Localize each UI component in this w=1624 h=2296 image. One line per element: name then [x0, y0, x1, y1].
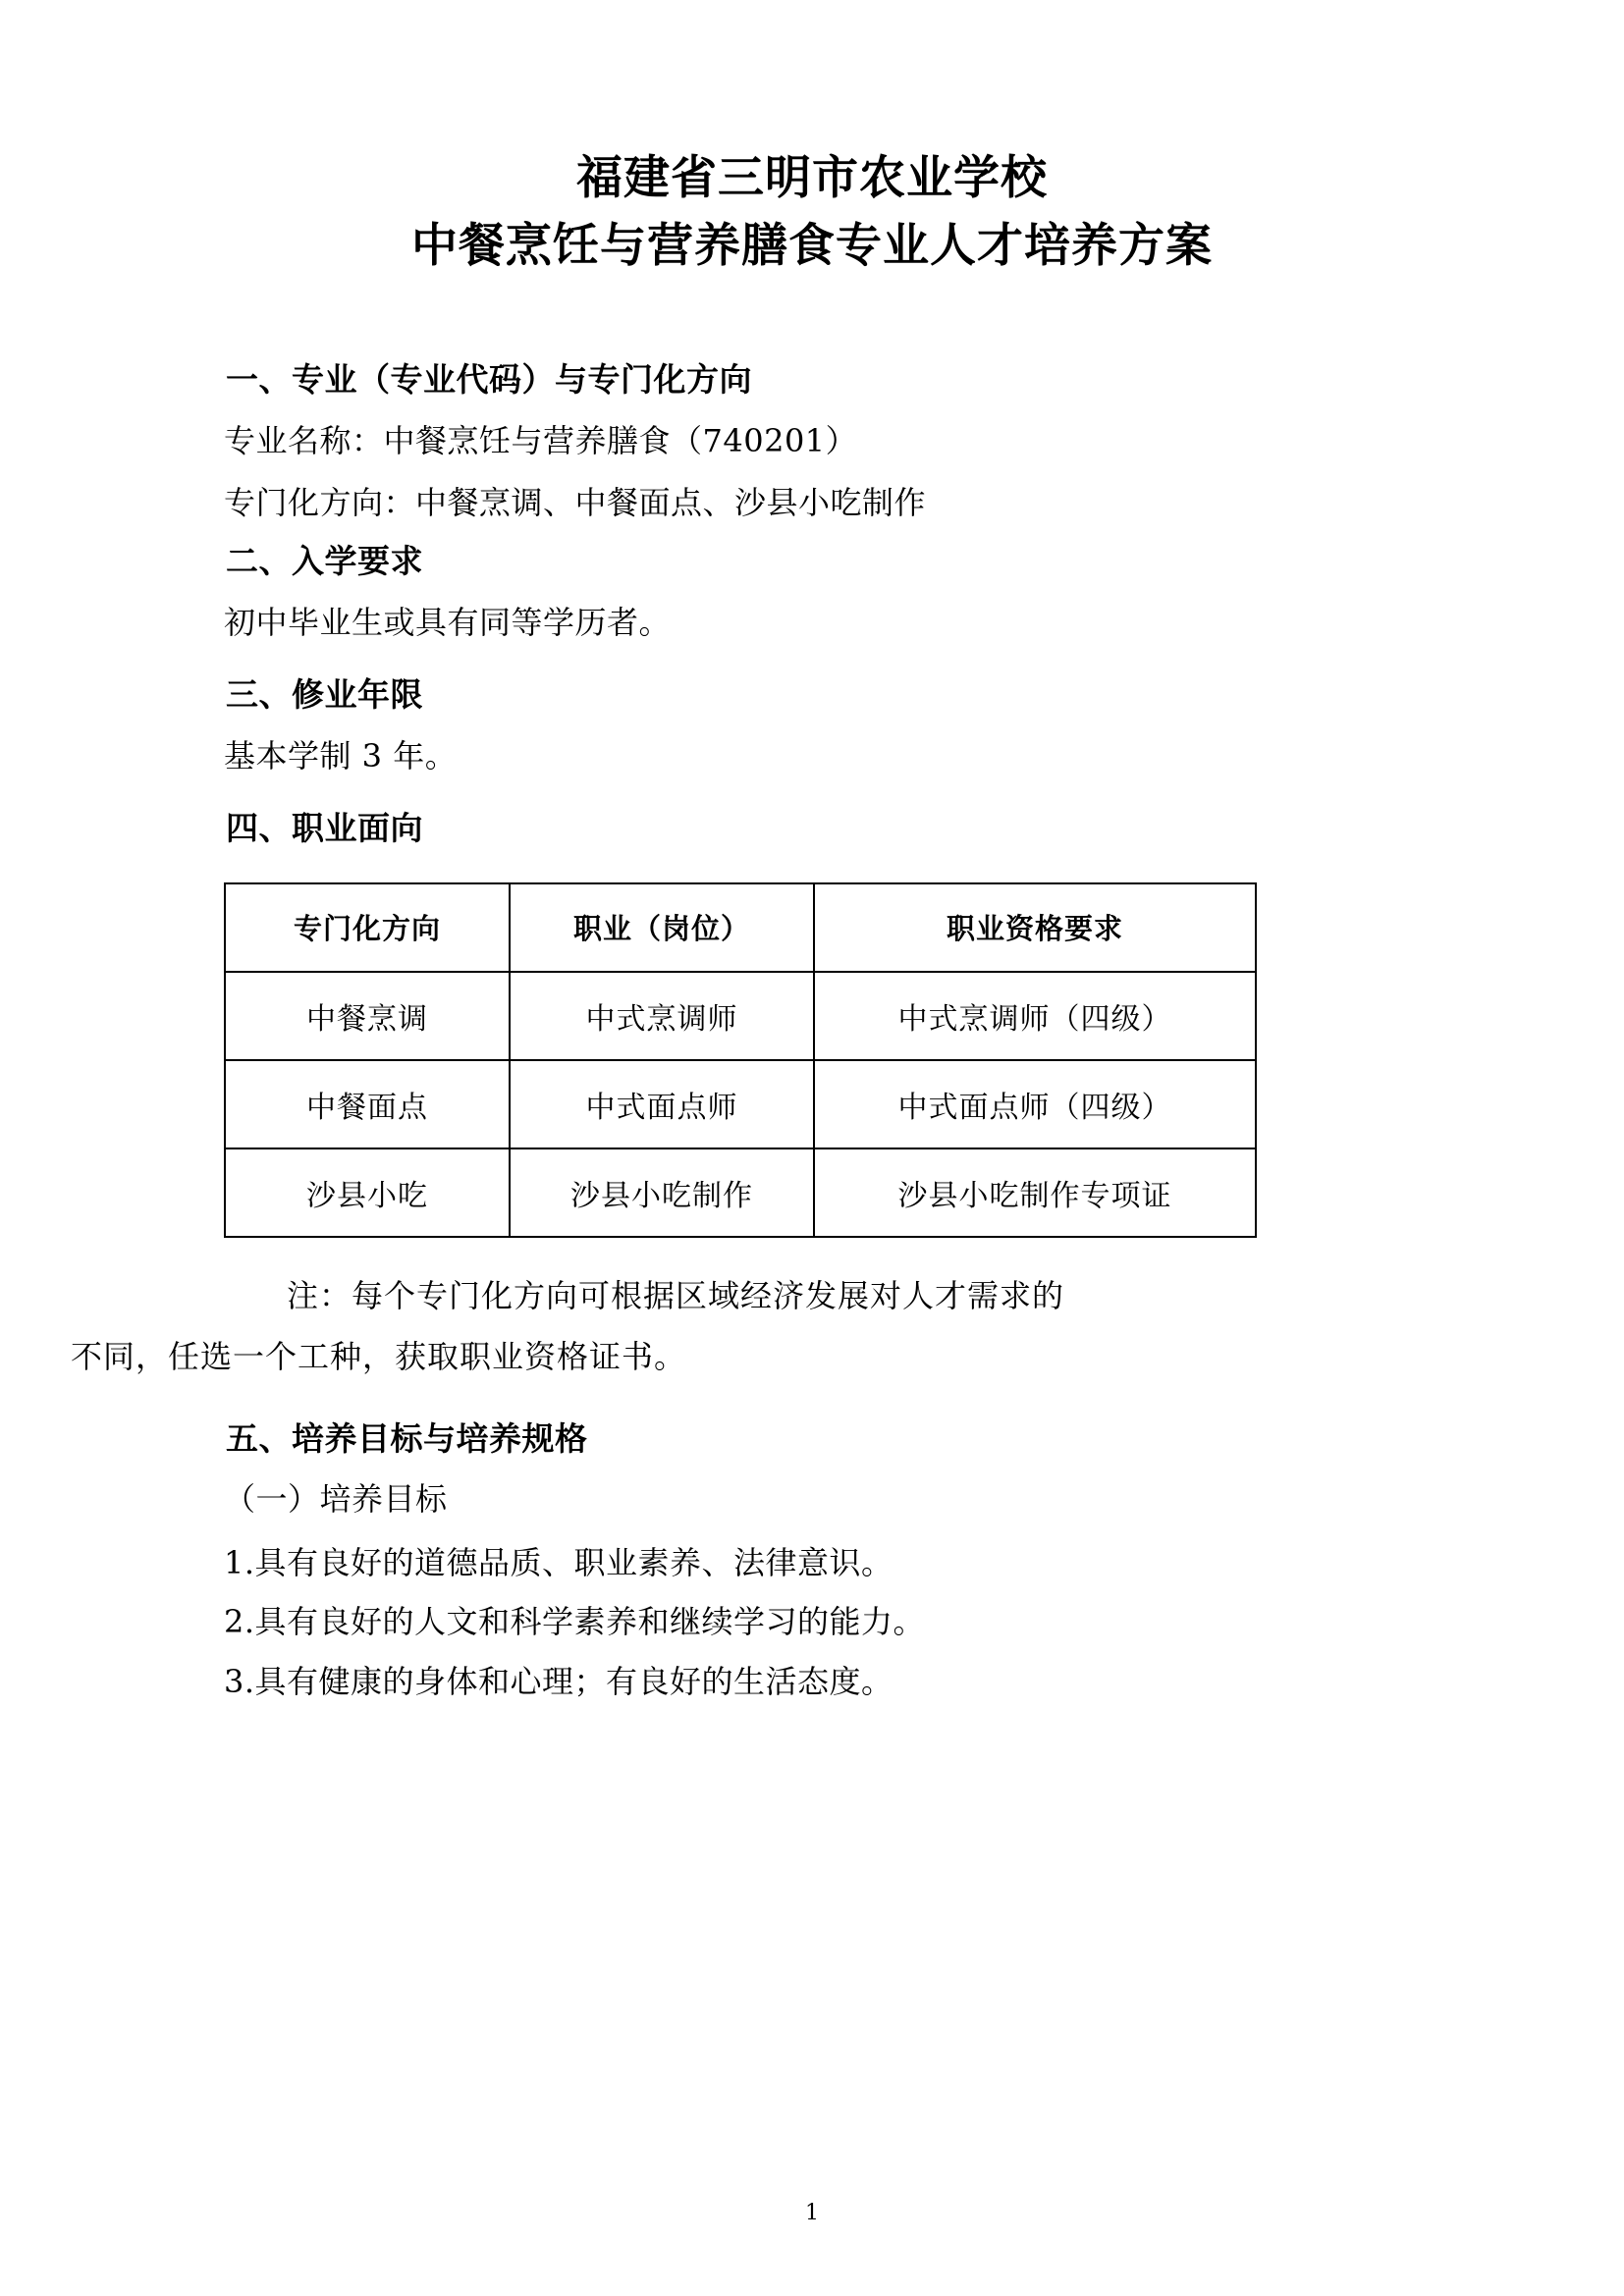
table-header-cell: 职业（岗位） [510, 883, 814, 972]
list-item: 2.具有良好的人文和科学素养和继续学习的能力。 [224, 1603, 926, 1641]
table-note-line-2: 不同，任选一个工种，获取职业资格证书。 [71, 1338, 687, 1376]
job-orientation-table [224, 882, 1257, 1238]
section-heading-1: 一、专业（专业代码）与专门化方向 [226, 359, 752, 399]
section-heading-4: 四、职业面向 [226, 809, 423, 848]
table-cell: 中餐烹调 [225, 972, 510, 1060]
table-cell: 中式烹调师（四级） [814, 972, 1256, 1060]
table-row [225, 1060, 1256, 1148]
title-line-2: 中餐烹饪与营养膳食专业人才培养方案 [411, 219, 1213, 274]
table-cell: 中餐面点 [225, 1060, 510, 1148]
section-1-major-name: 专业名称：中餐烹饪与营养膳食（740201） [224, 421, 858, 459]
table-row [225, 972, 1256, 1060]
table-header-cell: 职业资格要求 [814, 883, 1256, 972]
title-spacer [147, 278, 1477, 354]
page-title [147, 147, 1477, 278]
table-row [225, 1148, 1256, 1237]
section-heading-3: 三、修业年限 [226, 675, 423, 715]
table-cell: 中式烹调师 [510, 972, 814, 1060]
section-5-subheading-1: （一）培养目标 [224, 1480, 448, 1519]
table-note-line-1: 注：每个专门化方向可根据区域经济发展对人才需求的 [287, 1276, 1065, 1314]
table-cell: 沙县小吃 [225, 1148, 510, 1237]
section-1-specialization: 专门化方向：中餐烹调、中餐面点、沙县小吃制作 [224, 483, 927, 521]
gap [147, 789, 1477, 803]
title-line-1: 福建省三明市农业学校 [576, 151, 1048, 205]
table-cell: 中式面点师 [510, 1060, 814, 1148]
section-2-requirement: 初中毕业生或具有同等学历者。 [224, 603, 672, 641]
list-item: 3.具有健康的身体和心理；有良好的生活态度。 [224, 1663, 893, 1701]
table-cell: 中式面点师（四级） [814, 1060, 1256, 1148]
gap [147, 656, 1477, 669]
table-header-row [225, 883, 1256, 972]
section-heading-5: 五、培养目标与培养规格 [226, 1418, 588, 1458]
page-number: 1 [805, 2201, 819, 2225]
list-item: 1.具有良好的道德品质、职业素养、法律意识。 [224, 1543, 893, 1581]
section-heading-2: 二、入学要求 [226, 542, 423, 581]
table-header-cell: 专门化方向 [225, 883, 510, 972]
table-cell: 沙县小吃制作专项证 [814, 1148, 1256, 1237]
table-cell: 沙县小吃制作 [510, 1148, 814, 1237]
section-3-duration: 基本学制 3 年。 [224, 736, 458, 774]
table-note [71, 1265, 1477, 1388]
gap [147, 1388, 1477, 1414]
